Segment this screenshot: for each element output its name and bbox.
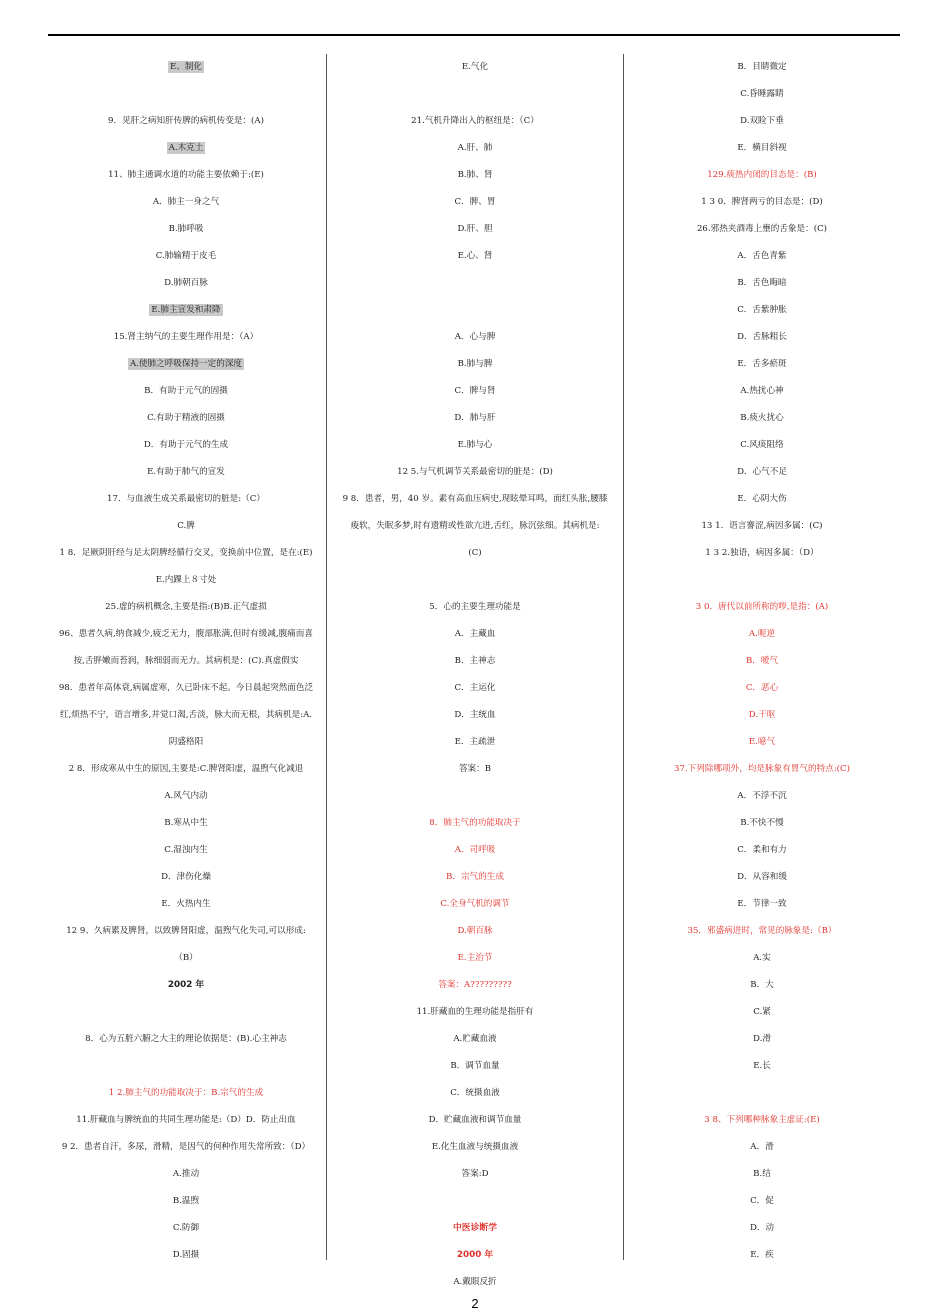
line-text: B．嗳气: [745, 656, 779, 666]
text-line: [330, 945, 620, 972]
text-line: [626, 1242, 898, 1269]
line-text: A．不浮不沉: [737, 791, 787, 801]
page-number: 2: [471, 1296, 479, 1311]
text-line: [50, 270, 322, 297]
line-text: 98．患者年高体衰,病属虚寒，久已卧床不起。今日晨起突然面色泛: [58, 683, 314, 693]
line-text: C.昏睡露睛: [740, 89, 784, 99]
text-line: [330, 378, 620, 405]
text-line: [330, 540, 620, 567]
text-line: [330, 648, 620, 675]
text-line: [626, 1134, 898, 1161]
line-text: D．主统血: [454, 710, 496, 720]
text-line: [50, 756, 322, 783]
line-text: 8．心为五脏六腑之大主的理论依据是：(B).心主神志: [85, 1034, 287, 1044]
line-text: 9 2．患者自汗，多尿，滑精，是因气的何种作用失常所致：（D）: [61, 1142, 311, 1152]
text-line: [626, 594, 898, 621]
line-text: 答案：B: [458, 764, 492, 774]
line-text: 9 8．患者，男，40 岁。素有高血压病史,现眩晕耳鸣，面红头胀,腰膝: [342, 494, 608, 504]
text-line: [626, 891, 898, 918]
text-line: [330, 702, 620, 729]
line-text: C.全身气机的调节: [440, 899, 510, 909]
line-text: 红,烦热不宁，语言增多,并觉口渴,舌淡，脉大而无根，其病机是:A.: [59, 710, 313, 720]
text-line: [626, 567, 898, 594]
line-text: C．舌紫肿胀: [737, 305, 787, 315]
text-line: [50, 702, 322, 729]
text-line: [626, 189, 898, 216]
line-text: B.结: [753, 1169, 771, 1179]
text-line: [330, 1134, 620, 1161]
line-text: D．动: [749, 1223, 775, 1233]
line-text: A．主藏血: [454, 629, 496, 639]
text-line: [50, 999, 322, 1026]
text-line: [626, 783, 898, 810]
text-line: [626, 81, 898, 108]
line-text: E、制化: [169, 62, 203, 72]
line-text: 9．见肝之病知肝传脾的病机传变是：(A): [108, 116, 264, 126]
line-text: D．肺与肝: [454, 413, 496, 423]
line-text: C.有助于精液的固摄: [147, 413, 225, 423]
line-text: B.不快不慢: [740, 818, 784, 828]
text-line: [50, 1107, 322, 1134]
text-line: [626, 621, 898, 648]
text-line: [626, 108, 898, 135]
line-text: 11.肝藏血与脾统血的共同生理功能是:（D）D．防止出血: [76, 1115, 296, 1125]
column-2: [330, 54, 620, 1287]
line-text: A.风气内动: [164, 791, 208, 801]
text-line: [330, 756, 620, 783]
line-text: 2002 年: [167, 980, 205, 990]
line-text: 96、患者久病,纳食减少,疲乏无力，腹部胀满,但时有缓减,腹痛而喜: [59, 629, 313, 639]
text-line: [330, 135, 620, 162]
text-line: [626, 702, 898, 729]
line-text: D．有助于元气的生成: [143, 440, 229, 450]
line-text: 8．肺主气的功能取决于: [429, 818, 521, 828]
line-text: D.肝、胆: [457, 224, 493, 234]
line-text: A．肺主一身之气: [152, 197, 220, 207]
text-line: [50, 513, 322, 540]
line-text: B．宗气的生成: [446, 872, 504, 882]
text-line: [50, 54, 322, 81]
line-text: C.肺输精于皮毛: [155, 251, 217, 261]
line-text: C.防御: [172, 1223, 200, 1233]
text-line: [50, 1242, 322, 1269]
line-text: (C): [468, 548, 482, 558]
text-line: [330, 1161, 620, 1188]
line-text: B.痰火扰心: [740, 413, 784, 423]
text-line: [50, 135, 322, 162]
text-line: [626, 486, 898, 513]
text-line: [626, 1053, 898, 1080]
text-line: [330, 594, 620, 621]
text-line: [626, 972, 898, 999]
text-line: [50, 1026, 322, 1053]
text-line: [330, 621, 620, 648]
line-text: B．舌色晦暗: [737, 278, 787, 288]
text-line: [50, 1134, 322, 1161]
text-line: [626, 1107, 898, 1134]
text-line: [50, 783, 322, 810]
line-text: D．贮藏血液和调节血量: [428, 1115, 522, 1125]
text-line: [626, 810, 898, 837]
text-line: [626, 1026, 898, 1053]
line-text: B.肺呼吸: [168, 224, 204, 234]
text-line: [330, 567, 620, 594]
line-text: 2 8．形成寒从中生的原因,主要是:C.脾肾阳虚，温煦气化减退: [68, 764, 304, 774]
line-text: E．舌多瘀斑: [737, 359, 787, 369]
line-text: D．舌脉粗长: [737, 332, 787, 342]
text-line: [330, 999, 620, 1026]
line-text: C.湿浊内生: [164, 845, 208, 855]
line-text: A．心与脾: [454, 332, 496, 342]
line-text: C．恶心: [745, 683, 779, 693]
text-line: [330, 837, 620, 864]
text-line: [626, 864, 898, 891]
text-line: [626, 216, 898, 243]
text-line: [330, 189, 620, 216]
line-text: 痠软，失眠多梦,时有遗精或性欲亢进,舌红，脉沉弦细。其病机是:: [350, 521, 600, 531]
text-line: [330, 459, 620, 486]
line-text: E．火热内生: [161, 899, 211, 909]
text-line: [626, 648, 898, 675]
line-text: E．心阴大伤: [737, 494, 787, 504]
line-text: D.肺朝百脉: [164, 278, 208, 288]
line-text: E．横目斜视: [737, 143, 787, 153]
text-line: [626, 513, 898, 540]
line-text: A．滑: [750, 1142, 774, 1152]
text-line: [50, 945, 322, 972]
text-line: [50, 81, 322, 108]
line-text: 15.肾主纳气的主要生理作用是：（A）: [113, 332, 259, 342]
text-line: [626, 297, 898, 324]
text-line: [50, 1188, 322, 1215]
line-text: B．主神志: [454, 656, 496, 666]
text-line: [330, 783, 620, 810]
text-line: [50, 1080, 322, 1107]
line-text: 21.气机升降出入的枢纽是：（C）: [411, 116, 539, 126]
text-line: [50, 351, 322, 378]
line-text: B.温煦: [172, 1196, 200, 1206]
line-text: E.噫气: [748, 737, 776, 747]
text-line: [330, 972, 620, 999]
line-text: D．心气不足: [737, 467, 787, 477]
text-line: [50, 324, 322, 351]
text-line: [330, 162, 620, 189]
line-text: A.木克土: [168, 143, 204, 153]
text-line: [330, 1026, 620, 1053]
column-1: [50, 54, 322, 1264]
text-line: [626, 999, 898, 1026]
line-text: B.肺、肾: [457, 170, 493, 180]
text-line: [50, 891, 322, 918]
text-line: [626, 54, 898, 81]
text-line: [330, 675, 620, 702]
line-text: 129.痰热内闭的目态是：(B): [707, 170, 817, 180]
line-text: E.肺与心: [457, 440, 493, 450]
text-line: [626, 1188, 898, 1215]
text-line: [626, 432, 898, 459]
text-line: [626, 243, 898, 270]
line-text: 阴盛格阳: [168, 737, 204, 747]
text-line: [626, 405, 898, 432]
column-divider: [623, 54, 624, 1260]
line-text: E.长: [753, 1061, 771, 1071]
text-line: [626, 162, 898, 189]
line-text: 中医诊断学: [453, 1223, 497, 1233]
line-text: E.气化: [461, 62, 489, 72]
text-line: [50, 297, 322, 324]
line-text: 26.邪热夹酒毒上壅的舌象是：(C): [696, 224, 828, 234]
line-text: 3 8、下列哪种脉象主虚证:(E): [704, 1115, 820, 1125]
text-line: [330, 108, 620, 135]
text-line: [330, 918, 620, 945]
text-line: [626, 729, 898, 756]
text-line: [626, 1215, 898, 1242]
text-line: [330, 729, 620, 756]
text-line: [50, 810, 322, 837]
line-text: B.肺与脾: [457, 359, 493, 369]
text-line: [50, 189, 322, 216]
text-line: [50, 162, 322, 189]
line-text: D．津伤化燥: [161, 872, 211, 882]
text-line: [330, 891, 620, 918]
text-line: [330, 810, 620, 837]
line-text: 37.下列除哪项外，均是脉象有胃气的特点:(C): [674, 764, 850, 774]
text-line: [330, 1188, 620, 1215]
line-text: B.寒从中生: [164, 818, 208, 828]
text-line: [50, 1053, 322, 1080]
text-line: [330, 243, 620, 270]
text-line: [50, 729, 322, 756]
line-text: C．脾、胃: [454, 197, 496, 207]
line-text: D.固摄: [172, 1250, 200, 1260]
text-line: [50, 621, 322, 648]
text-line: [330, 1107, 620, 1134]
line-text: C.脾: [177, 521, 195, 531]
text-line: [50, 243, 322, 270]
line-text: 答案:D: [461, 1169, 489, 1179]
column-divider: [326, 54, 327, 1260]
text-line: [626, 378, 898, 405]
line-text: B．目睛微定: [737, 62, 787, 72]
text-line: [626, 918, 898, 945]
text-line: [626, 324, 898, 351]
line-text: C.紧: [753, 1007, 771, 1017]
text-line: [330, 297, 620, 324]
line-text: 35．邪盛病进时，常见的脉象是:（B）: [687, 926, 837, 936]
line-text: 17．与血液生成关系最密切的脏是:（C）: [107, 494, 265, 504]
line-text: E.有助于肺气的宣发: [147, 467, 225, 477]
line-text: B．大: [750, 980, 774, 990]
line-text: 答案：A?????????: [438, 980, 512, 990]
line-text: 2000 年: [456, 1250, 494, 1260]
text-line: [50, 432, 322, 459]
text-line: [330, 351, 620, 378]
line-text: A.使肺之呼吸保持一定的深度: [129, 359, 243, 369]
line-text: A．司呼吸: [454, 845, 496, 855]
line-text: 12 5.与气机调节关系最密切的脏是：(D): [397, 467, 553, 477]
line-text: 1 8．足厥阴肝经与足太阴脾经循行交叉，变换前中位置，是在:(E): [59, 548, 313, 558]
line-text: E.心、肾: [457, 251, 493, 261]
line-text: D．从容和缓: [737, 872, 787, 882]
text-line: [626, 1080, 898, 1107]
line-text: 13 1．语言謇涩,病因多属：(C): [701, 521, 823, 531]
line-text: C．统摄血液: [450, 1088, 500, 1098]
line-text: 按,舌胖嫩而苔润，脉细弱而无力。其病机是：(C).真虚假实: [73, 656, 299, 666]
text-line: [50, 972, 322, 999]
line-text: D.干呕: [748, 710, 776, 720]
line-text: A.贮藏血液: [453, 1034, 497, 1044]
line-text: D.朝百脉: [457, 926, 493, 936]
line-text: D.滑: [753, 1034, 771, 1044]
line-text: B．调节血量: [450, 1061, 500, 1071]
column-3: [626, 54, 898, 1264]
line-text: 1 3 2.独语，病因多属：（D）: [705, 548, 819, 558]
line-text: D.双睑下垂: [740, 116, 784, 126]
line-text: A.呃逆: [748, 629, 776, 639]
text-line: [330, 1215, 620, 1242]
text-line: [330, 216, 620, 243]
text-line: [50, 837, 322, 864]
text-line: [626, 837, 898, 864]
text-line: [50, 405, 322, 432]
line-text: B．有助于元气的固摄: [144, 386, 228, 396]
line-text: E．节律一致: [737, 899, 787, 909]
text-line: [50, 675, 322, 702]
line-text: 11.肝藏血的生理功能是指肝有: [416, 1007, 534, 1017]
line-text: 12 9、久病累及脾肾，以致脾肾阳虚，温煦气化失司,可以形成:: [66, 926, 306, 936]
line-text: 1 2.肺主气的功能取决于：B.宗气的生成: [108, 1088, 264, 1098]
line-text: A．舌色青紫: [737, 251, 787, 261]
line-text: C．促: [750, 1196, 774, 1206]
text-line: [50, 648, 322, 675]
line-text: 25.虚的病机概念,主要是指:(B)B.正气虚损: [105, 602, 267, 612]
text-line: [626, 135, 898, 162]
text-line: [330, 864, 620, 891]
text-line: [330, 1269, 620, 1296]
line-text: A.实: [753, 953, 771, 963]
text-line: [330, 270, 620, 297]
line-text: E．疾: [750, 1250, 774, 1260]
line-text: A.肝、肺: [457, 143, 493, 153]
text-line: [330, 81, 620, 108]
text-line: [50, 1161, 322, 1188]
text-line: [50, 108, 322, 135]
line-text: C．柔和有力: [737, 845, 787, 855]
text-line: [50, 1215, 322, 1242]
text-line: [330, 54, 620, 81]
text-line: [626, 351, 898, 378]
text-line: [626, 675, 898, 702]
text-line: [330, 324, 620, 351]
line-text: E.主治节: [457, 953, 493, 963]
text-line: [50, 378, 322, 405]
text-line: [330, 1242, 620, 1269]
line-text: 5．心的主要生理功能是: [429, 602, 521, 612]
text-line: [330, 486, 620, 513]
text-line: [50, 567, 322, 594]
line-text: A.热扰心神: [740, 386, 784, 396]
header-rule: [48, 34, 900, 36]
text-line: [50, 864, 322, 891]
line-text: E.化生血液与统摄血液: [431, 1142, 519, 1152]
line-text: E．主疏泄: [454, 737, 496, 747]
line-text: A.戴眼反折: [453, 1277, 497, 1287]
text-line: [330, 1080, 620, 1107]
text-line: [50, 486, 322, 513]
text-line: [626, 540, 898, 567]
line-text: C．主运化: [454, 683, 496, 693]
text-line: [626, 1161, 898, 1188]
text-line: [330, 432, 620, 459]
line-text: A.推动: [172, 1169, 200, 1179]
text-line: [626, 756, 898, 783]
text-line: [50, 459, 322, 486]
text-line: [330, 405, 620, 432]
line-text: 11、肺主通调水道的功能主要依赖于:(E): [108, 170, 264, 180]
line-text: 1 3 0．脾肾两亏的目态是：(D): [701, 197, 823, 207]
text-line: [50, 540, 322, 567]
line-text: （B）: [174, 953, 198, 963]
line-text: C.风痰阻络: [740, 440, 784, 450]
text-line: [626, 459, 898, 486]
text-line: [50, 216, 322, 243]
line-text: C．脾与肾: [454, 386, 496, 396]
line-text: 3 0．唐代以前所称的哕,是指：(A): [695, 602, 829, 612]
line-text: E.内踝上８寸处: [155, 575, 217, 585]
text-line: [50, 918, 322, 945]
text-line: [626, 945, 898, 972]
line-text: E.肺主宣发和肃降: [151, 305, 221, 315]
text-line: [626, 270, 898, 297]
text-line: [330, 513, 620, 540]
text-line: [50, 594, 322, 621]
text-line: [330, 1053, 620, 1080]
